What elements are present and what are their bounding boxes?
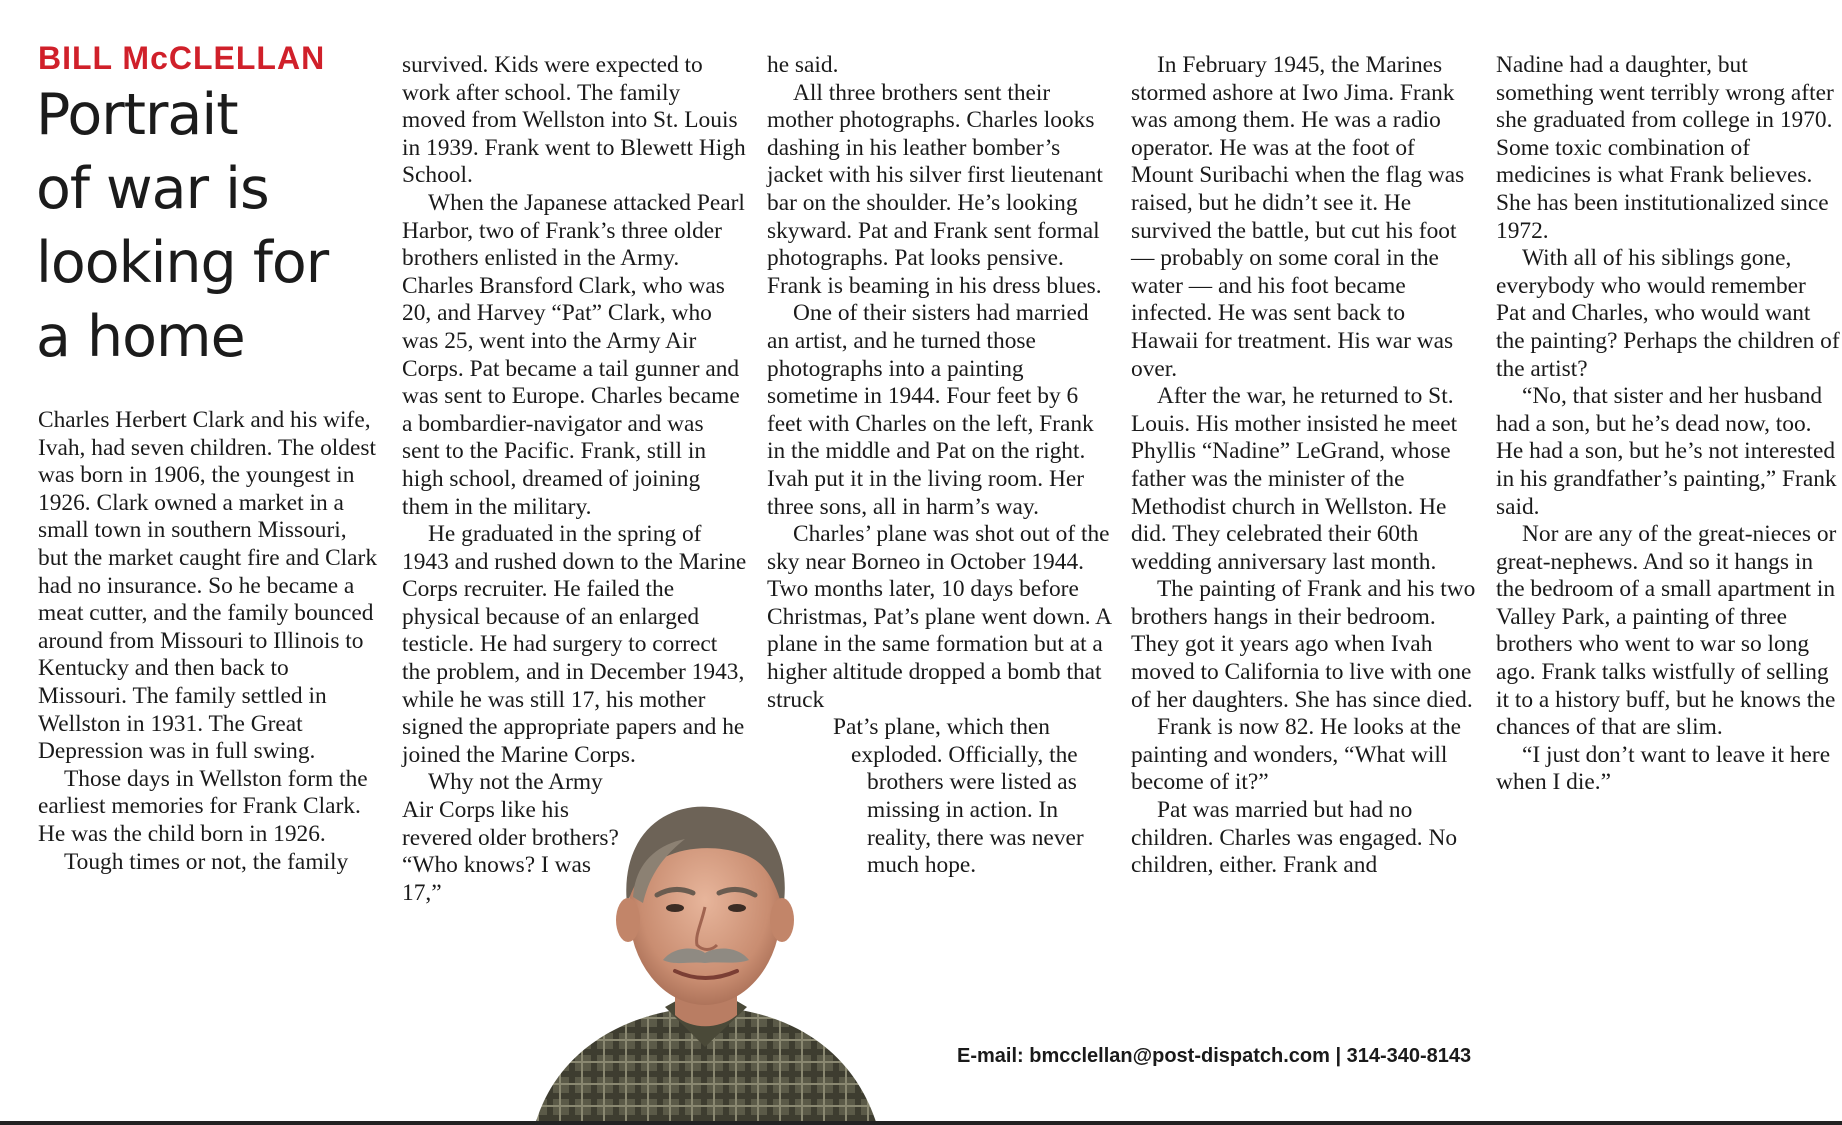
- headline-line: of war is: [36, 156, 269, 222]
- paragraph: he said.: [767, 52, 839, 78]
- paragraph: Charles’ plane was shot out of the sky near Borneo in October 1944. Two months later, 10 days before Christmas, Pat’s plane went down. A plane in the same formation but at a higher altitude dropped a bomb that struck: [767, 521, 1111, 713]
- paragraph: The painting of Frank and his two brothers hangs in their bedroom. They got it years ago when Ivah moved to California to live with one of her daughters. She has since died.: [1131, 576, 1476, 713]
- paragraph-line: Pat’s plane, which then: [833, 714, 1050, 741]
- bottom-divider: [0, 1121, 1842, 1125]
- paragraph: “I just don’t want to leave it here when I die.”: [1496, 741, 1831, 796]
- headline-line: a home: [36, 304, 245, 370]
- headline-line: looking for: [36, 230, 329, 296]
- paragraph: Frank is now 82. He looks at the painting and wonders, “What will become of it?”: [1131, 714, 1462, 796]
- paragraph-line: exploded. Officially, the: [851, 741, 1078, 768]
- headline: [36, 78, 356, 374]
- paragraph-line: brothers were listed as missing in action. In reality, there was never much hope.: [867, 769, 1084, 879]
- article-column-2: [402, 52, 747, 907]
- paragraph: All three brothers sent their mother photographs. Charles looks dashing in his leather bomber’s jacket with his silver first lieutenant bar on the shoulder. He’s looking skyward. Pat and Frank sent formal photographs. Pat looks pensive. Frank is beaming in his dress blues.: [767, 79, 1103, 299]
- headline-line: Portrait: [36, 82, 238, 148]
- paragraph: He graduated in the spring of 1943 and rushed down to the Marine Corps recruiter. He failed the physical because of an enlarged testicle. He had surgery to correct the problem, and in December 1943, while he was still 17, his mother signed the appropriate papers and he joined the Marine Corps.: [402, 521, 747, 768]
- article-column-5: [1496, 52, 1841, 797]
- author-portrait-photo: [525, 785, 885, 1125]
- paragraph: With all of his siblings gone, everybody who would remember Pat and Charles, who would want the painting? Perhaps the children of the artist?: [1496, 245, 1840, 382]
- paragraph: Tough times or not, the family: [64, 848, 349, 875]
- paragraph: Nor are any of the great-nieces or great-nephews. And so it hangs in the bedroom of a small apartment in Valley Park, a painting of three brothers who went to war so long ago. Frank talks wistfully of selling it to a history buff, but he knows the chances of that are slim.: [1496, 521, 1837, 741]
- article-column-4: [1131, 52, 1476, 880]
- paragraph: Charles Herbert Clark and his wife, Ivah, had seven children. The oldest was born in 1906, the youngest in 1926. Clark owned a market in a small town in southern Missouri, but the market caught fire and Clark had no insurance. So he became a meat cutter, and the family bounced around from Missouri to Illinois to Kentucky and then back to Missouri. The family settled in Wellston in 1931. The Great Depression was in full swing.: [38, 407, 378, 765]
- paragraph: survived. Kids were expected to work after school. The family moved from Wellston into St. Louis in 1939. Frank went to Blewett High School.: [402, 52, 746, 189]
- paragraph: Nadine had a daughter, but something went terribly wrong after she graduated from college in 1970. Some toxic combination of medicines is what Frank believes. She has been institutionalized since 1972.: [1496, 52, 1834, 244]
- paragraph: Why not the Army Air Corps like his revered older brothers? “Who knows? I was 17,”: [402, 769, 619, 906]
- paragraph: After the war, he returned to St. Louis. His mother insisted he meet Phyllis “Nadine” LeGrand, whose father was the minister of the Methodist church in Wellston. He did. They celebrated their 60th wedding anniversary last month.: [1131, 383, 1458, 575]
- paragraph: Those days in Wellston form the earliest memories for Frank Clark. He was the child born in 1926.: [38, 765, 368, 847]
- article-column-1: [38, 407, 378, 876]
- paragraph: “No, that sister and her husband had a son, but he’s dead now, too. He had a son, but he’s not interested in his grandfather’s painting,” Frank said.: [1496, 383, 1837, 520]
- contact-footer: E-mail: bmcclellan@post-dispatch.com | 314-340-8143: [957, 1045, 1472, 1067]
- paragraph: Pat was married but had no children. Charles was engaged. No children, either. Frank and: [1131, 797, 1458, 879]
- paragraph: When the Japanese attacked Pearl Harbor, two of Frank’s three older brothers enlisted in the Army. Charles Bransford Clark, who was 20, and Harvey “Pat” Clark, who was 25, went into the Army Air Corps. Pat became a tail gunner and was sent to Europe. Charles became a bombardier-navigator and was sent to the Pacific. Frank, still in high school, dreamed of joining them in the military.: [402, 189, 745, 520]
- article-column-3: [767, 52, 1112, 880]
- author-byline: BILL McCLELLAN: [38, 40, 326, 76]
- paragraph: One of their sisters had married an artist, and he turned those photographs into a painting sometime in 1944. Four feet by 6 feet with Charles on the left, Frank in the middle and Pat on the right. Ivah put it in the living room. Her three sons, all in harm’s way.: [767, 300, 1094, 520]
- paragraph: In February 1945, the Marines stormed ashore at Iwo Jima. Frank was among them. He was a radio operator. He was at the foot of Mount Suribachi when the flag was raised, but he didn’t see it. He survived the battle, but cut his foot — probably on some coral in the water — and his foot became infected. He was sent back to Hawaii for treatment. His war was over.: [1131, 52, 1465, 382]
